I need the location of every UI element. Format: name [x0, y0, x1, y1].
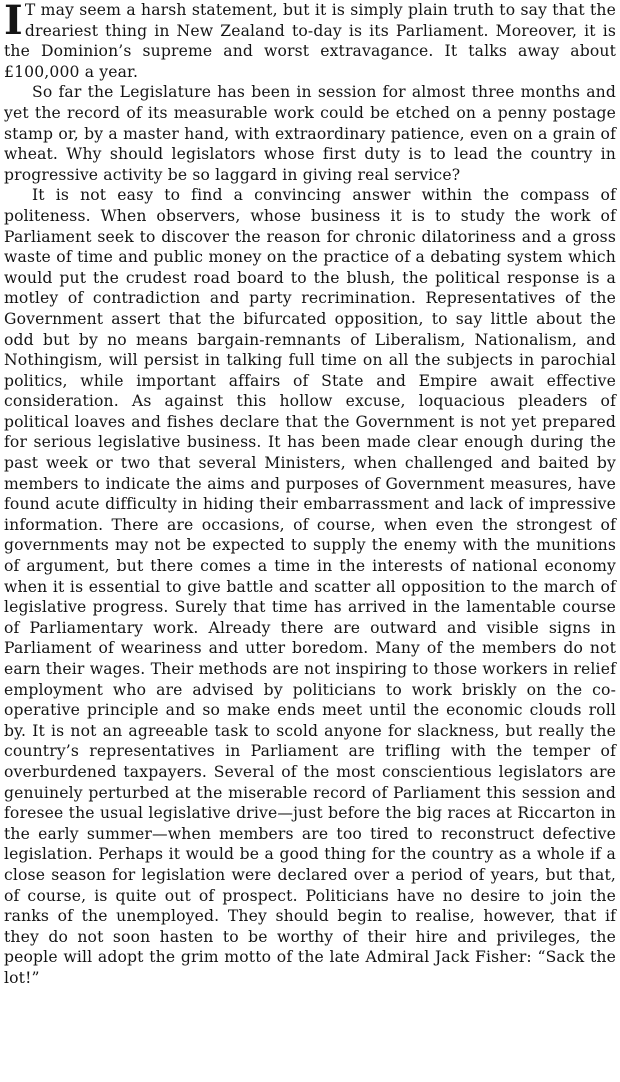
article-body — [4, 0, 616, 989]
lead-paragraph-text: T may seem a harsh statement, but it is simply plain truth to say that the dreariest thing in New Zealand to-day is its Parliament. Moreover, it is the Dominion’s supreme and worst extravagance. It talks away about £100,000 a year. — [4, 1, 616, 81]
lead-paragraph — [4, 0, 616, 82]
body-paragraph: It is not easy to find a convincing answer within the compass of politeness. When observers, whose business it is to study the work of Parliament seek to discover the reason for chronic dilatoriness and a gross waste of time and public money on the practice of a debating system which would put the crudest road board to the blush, the political response is a motley of contradiction and party recrimination. Representatives of the Government assert that the bifurcated opposition, to say little about the odd but by no means bargain-remnants of Liberalism, Nationalism, and Nothingism, will persist in talking full time on all the subjects in parochial politics, while important affairs of State and Empire await effective consideration. As against this hollow excuse, loquacious pleaders of political loaves and fishes declare that the Government is not yet prepared for serious legislative business. It has been made clear enough during the past week or two that several Ministers, when challenged and baited by members to indicate the aims and purposes of Government measures, have found acute difficulty in hiding their embarrassment and lack of impressive information. There are occasions, of course, when even the strongest of governments may not be expected to supply the enemy with the munitions of argument, but there comes a time in the interests of national economy when it is essential to give battle and scatter all opposition to the march of legislative progress. Surely that time has arrived in the lamentable course of Parliamentary work. Already there are outward and visible signs in Parliament of weariness and utter boredom. Many of the members do not earn their wages. Their methods are not inspiring to those workers in relief employment who are advised by politicians to work briskly on the co-operative principle and so make ends meet until the economic clouds roll by. It is not an agreeable task to scold anyone for slackness, but really the country’s representatives in Parliament are trifling with the temper of overburdened taxpayers. Several of the most conscientious legislators are genuinely perturbed at the miserable record of Parliament this session and foresee the usual legislative drive—just before the big races at Riccarton in the early summer—when members are too tired to reconstruct defective legislation. Perhaps it would be a good thing for the country as a whole if a close season for legislation were declared over a period of years, but that, of course, is quite out of prospect. Politicians have no desire to join the ranks of the unemployed. They should begin to realise, however, that if they do not soon hasten to be worthy of their hire and privileges, the people will adopt the grim motto of the late Admiral Jack Fisher: “Sack the lot!” — [4, 186, 616, 987]
body-paragraph: So far the Legislature has been in session for almost three months and yet the record of its measurable work could be etched on a penny postage stamp or, by a master hand, with extraordinary patience, even on a grain of wheat. Why should legislators whose first duty is to lead the country in progressive activity be so laggard in giving real service? — [4, 83, 616, 184]
drop-cap: I — [4, 0, 23, 44]
